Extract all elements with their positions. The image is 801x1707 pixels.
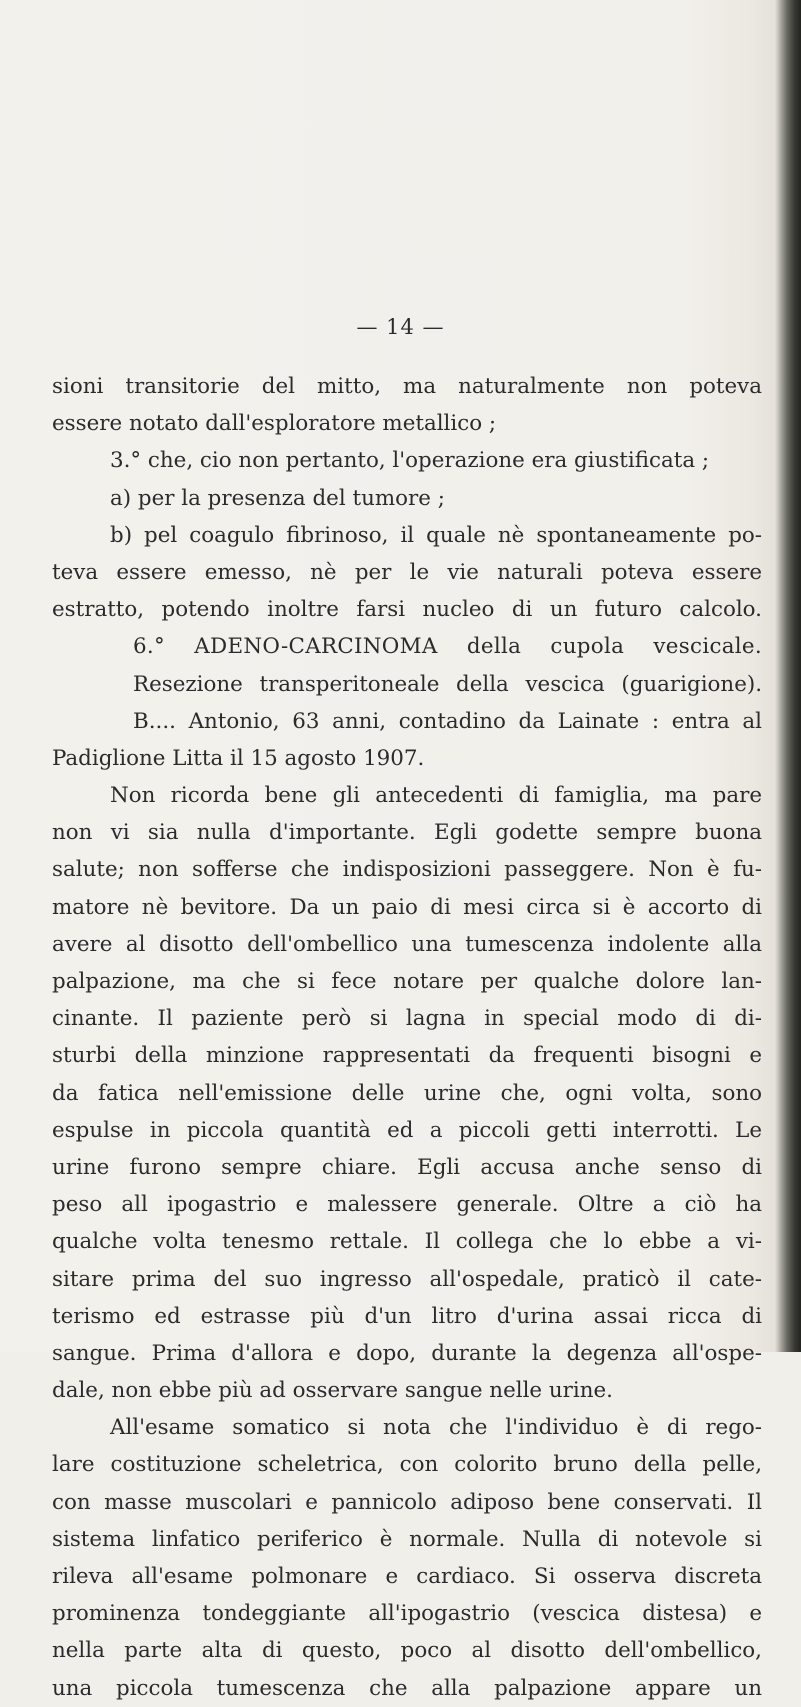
text-line: sistema linfatico periferico è normale. Nulla di notevole si [52,1526,762,1552]
text-line: teva essere emesso, nè per le vie naturali poteva essere [52,559,762,585]
text-line: espulse in piccola quantità ed a piccoli getti interrotti. Le [52,1117,762,1143]
text-line: sangue. Prima d'allora e dopo, durante la degenza all'ospe- [52,1340,762,1366]
text-line: con masse muscolari e pannicolo adiposo bene conservati. Il [52,1489,762,1515]
text-line: lare costituzione scheletrica, con colorito bruno della pelle, [52,1452,762,1478]
text-line: urine furono sempre chiare. Egli accusa anche senso di [52,1154,762,1180]
text-line: 3.° che, cio non pertanto, l'operazione era giustificata ; [110,448,710,474]
text-line: peso all ipogastrio e malessere generale. Oltre a ciò ha [52,1192,762,1218]
text-line: sioni transitorie del mitto, ma naturalmente non poteva [52,374,762,399]
text-line: qualche volta tenesmo rettale. Il collega che lo ebbe a vi- [52,1229,762,1255]
text-line: essere notato dall'esploratore metallico ; [52,411,497,437]
text-line: una piccola tumescenza che alla palpazione appare un [52,1675,762,1701]
text-line: B.... Antonio, 63 anni, contadino da Lainate : entra al [133,708,762,734]
text-line: matore nè bevitore. Da un paio di mesi circa si è accorto di [52,894,762,920]
text-line: Non ricorda bene gli antecedenti di famiglia, ma pare [110,783,762,809]
text-line: palpazione, ma che si fece notare per qualche dolore lan- [52,969,762,994]
body-text [52,368,762,1707]
text-line: estratto, potendo inoltre farsi nucleo di un futuro calcolo. [52,597,762,623]
text-line: Resezione transperitoneale della vescica (guarigione). [133,671,762,697]
text-line: non vi sia nulla d'importante. Egli godette sempre buona [52,820,762,846]
text-line: sitare prima del suo ingresso all'ospedale, praticò il cate- [52,1266,762,1292]
text-line: All'esame somatico si nota che l'individuo è di rego- [110,1415,762,1441]
section-heading: 6.° ADENO-CARCINOMA della cupola vescicale. [133,634,762,660]
text-line: da fatica nell'emissione delle urine che, ogni volta, sono [52,1080,762,1106]
text-line: salute; non sofferse che indisposizioni passeggere. Non è fu- [52,857,762,883]
text-line: rileva all'esame polmonare e cardiaco. Si osserva discreta [52,1564,762,1589]
page-number: — 14 — [356,315,445,339]
text-line: Padiglione Litta il 15 agosto 1907. [52,745,425,771]
text-line: prominenza tondeggiante all'ipogastrio (vescica distesa) e [52,1601,762,1627]
text-line: avere al disotto dell'ombellico una tumescenza indolente alla [52,931,762,957]
text-line: terismo ed estrasse più d'un litro d'urina assai ricca di [52,1303,762,1329]
text-line: b) pel coagulo fibrinoso, il quale nè spontaneamente po- [110,522,762,548]
text-line: dale, non ebbe più ad osservare sangue nelle urine. [52,1378,613,1404]
page-edge [781,0,801,1352]
text-line: cinante. Il paziente però si lagna in special modo di di- [52,1006,762,1032]
text-line: nella parte alta di questo, poco al disotto dell'ombellico, [52,1638,762,1664]
text-line: a) per la presenza del tumore ; [110,485,445,511]
text-line: sturbi della minzione rappresentati da frequenti bisogni e [52,1043,762,1069]
